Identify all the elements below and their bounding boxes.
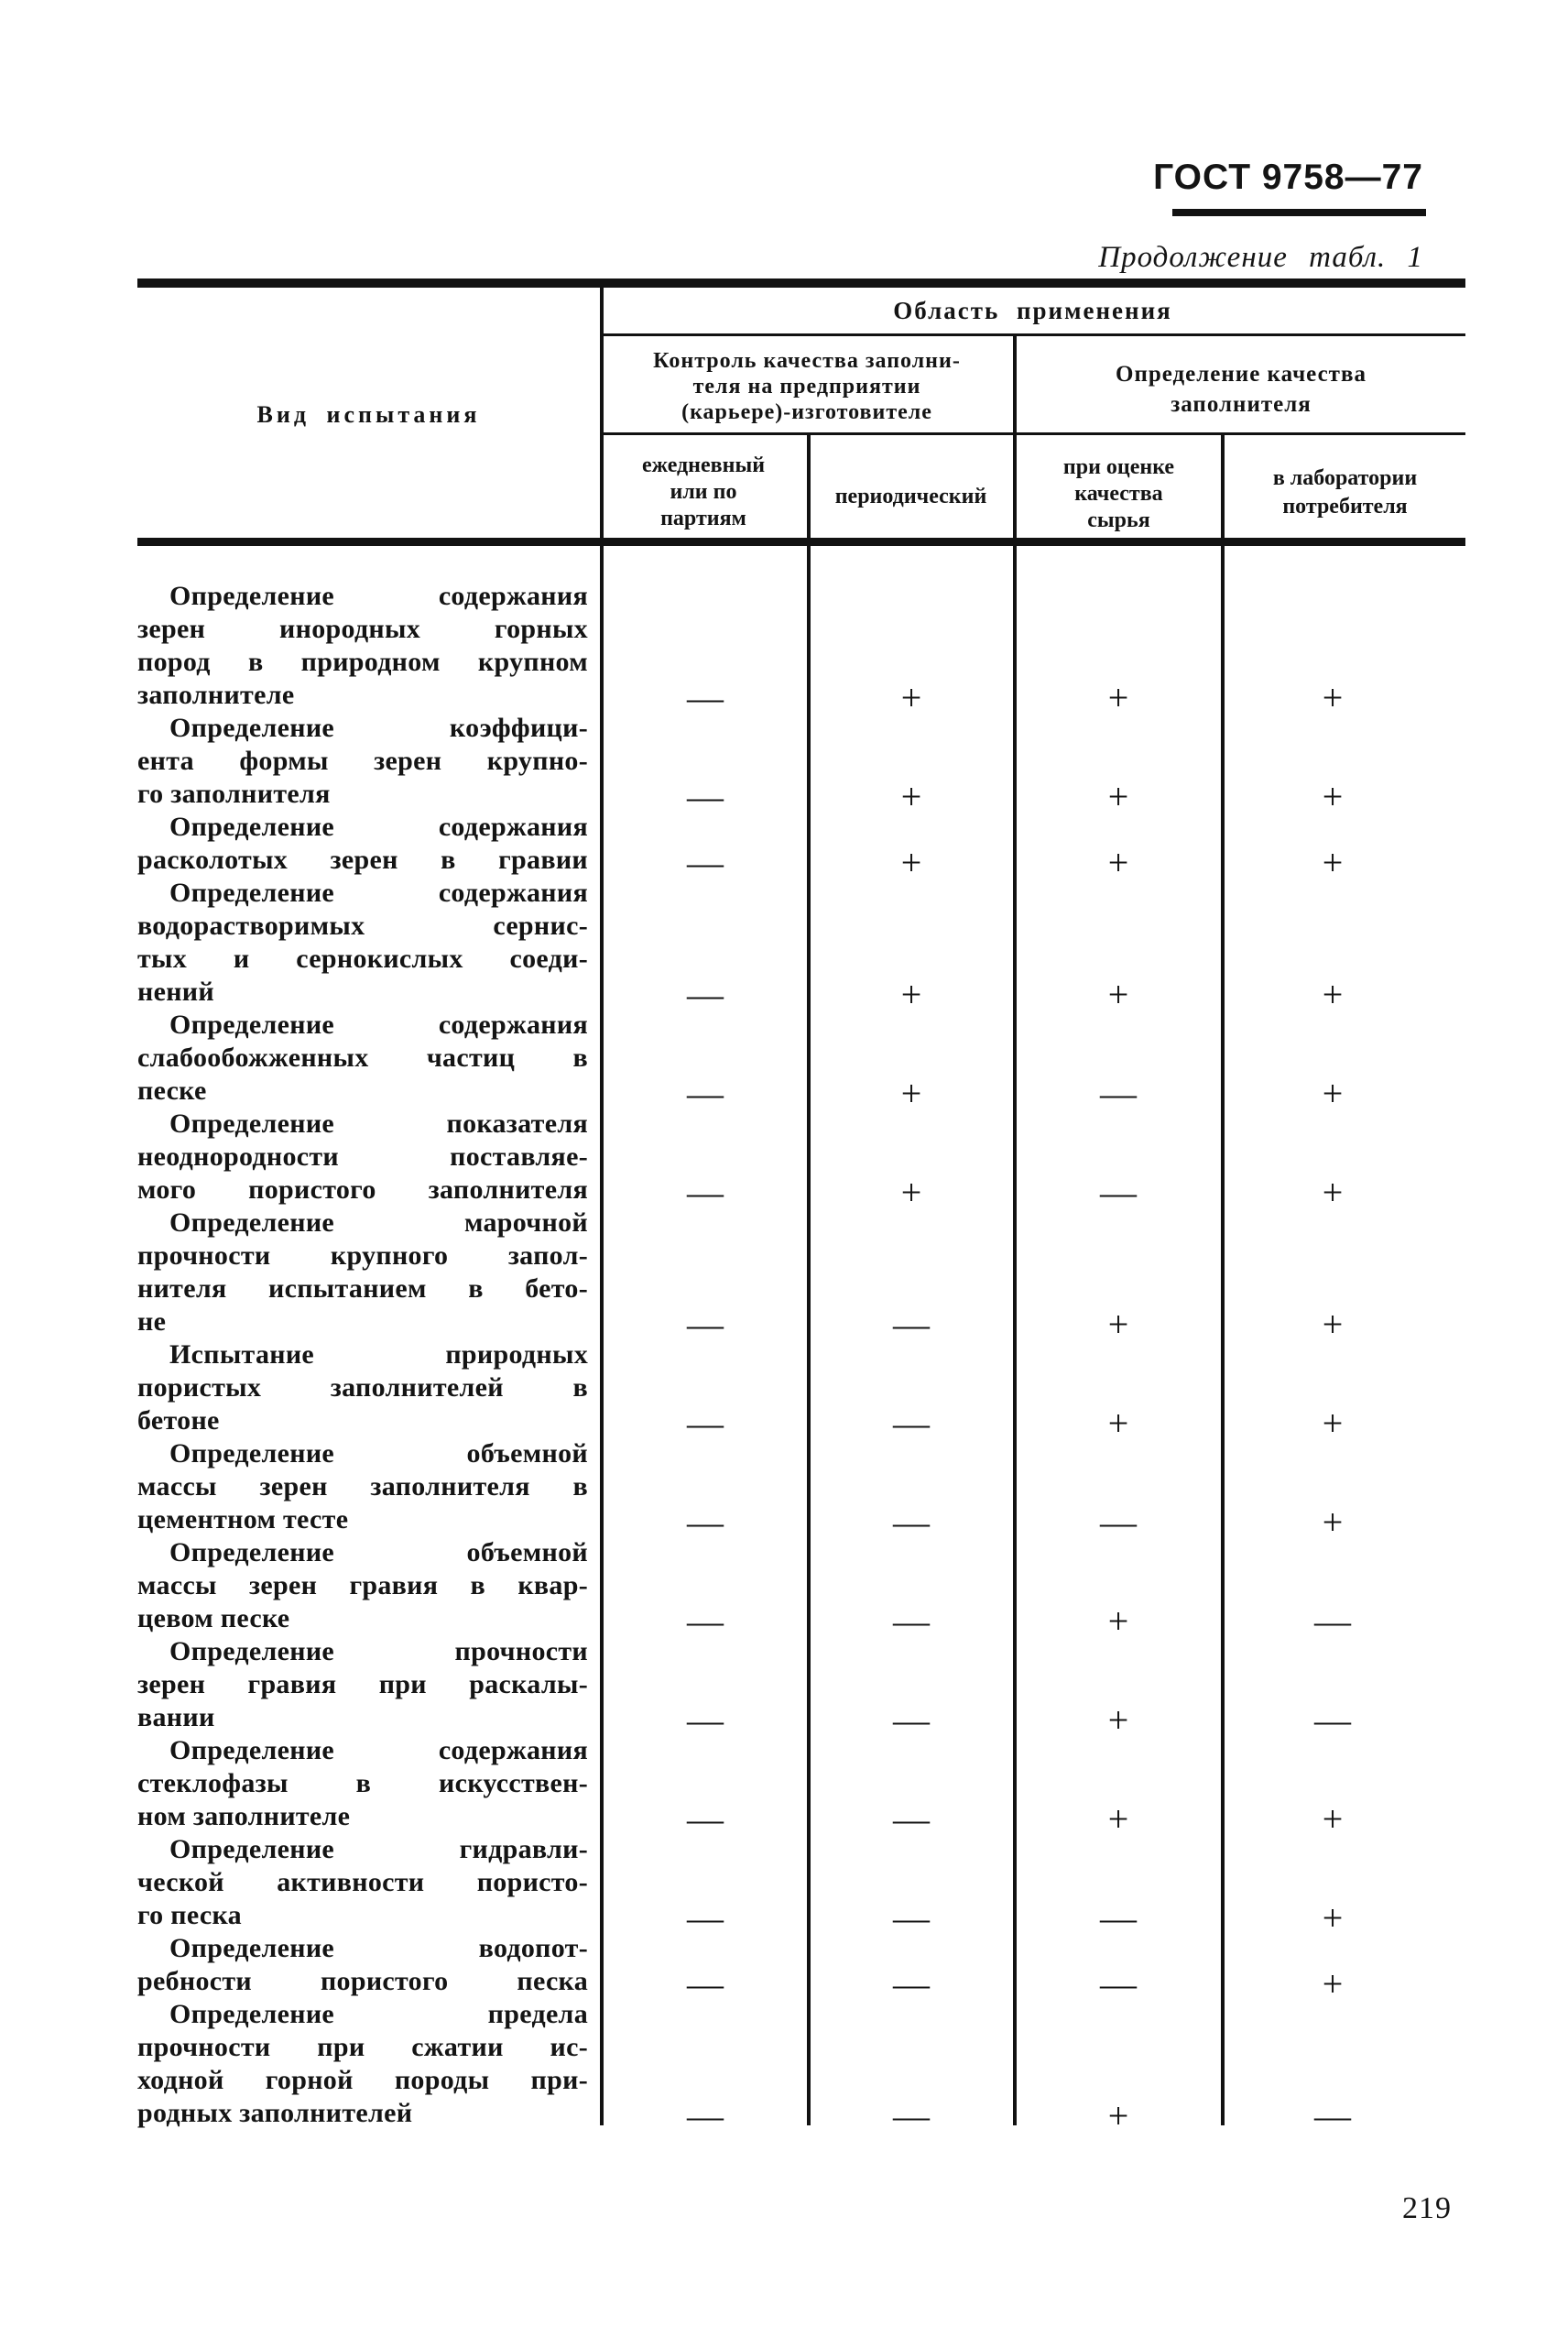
test-name-line: вании (137, 1702, 215, 1732)
test-name (137, 580, 588, 712)
table-row (137, 1108, 1465, 1213)
mark-raw-quality: — (1100, 1897, 1137, 1938)
mark-raw-quality: + (1107, 1600, 1129, 1642)
mark-daily: — (687, 677, 724, 718)
mark-raw-quality: + (1107, 974, 1129, 1015)
test-name (137, 1437, 588, 1536)
test-name-line: Определение содержания (169, 878, 588, 908)
mark-periodic: + (900, 1073, 922, 1114)
test-name (137, 1207, 588, 1338)
test-name-line: Определение гидравли- (169, 1834, 588, 1864)
test-name-line: Определение содержания (169, 1010, 588, 1040)
mark-daily: — (687, 1502, 724, 1543)
table-row (137, 1932, 1465, 2004)
mark-consumer-lab: + (1322, 677, 1344, 718)
test-name-line: расколотых зерен в гравии (137, 845, 588, 875)
test-name (137, 1998, 588, 2130)
col-header-daily: ежедневный или по партиям (641, 453, 766, 530)
test-name (137, 1108, 588, 1207)
test-name (137, 1833, 588, 1932)
table-row (137, 877, 1465, 1015)
test-name-line: не (137, 1306, 167, 1337)
test-name-line: ребности пористого песка (137, 1966, 588, 1996)
doc-number-rule (1172, 209, 1426, 216)
test-name-line: зерен инородных горных (137, 614, 588, 644)
table-top-rule (137, 278, 1465, 288)
test-name-line: Определение содержания (169, 1735, 588, 1765)
table-row (137, 1536, 1465, 1642)
mark-periodic: — (893, 1502, 930, 1543)
mark-raw-quality: + (1107, 842, 1129, 883)
mark-periodic: + (900, 776, 922, 817)
test-name-line: го заполнителя (137, 779, 331, 809)
mark-daily: — (687, 1172, 724, 1213)
doc-number: ГОСТ 9758—77 (1153, 158, 1423, 197)
mark-daily: — (687, 1897, 724, 1938)
mark-daily: — (687, 842, 724, 883)
test-name-line: заполнителе (137, 680, 295, 710)
col-header-consumer-lab: в лаборатории потребителя (1272, 466, 1418, 519)
mark-consumer-lab: — (1314, 1600, 1351, 1642)
mark-daily: — (687, 974, 724, 1015)
test-name-line: Определение коэффици- (169, 713, 588, 743)
standards-table (137, 278, 1465, 2138)
mark-daily: — (687, 1798, 724, 1840)
mark-raw-quality: + (1107, 1403, 1129, 1444)
mark-consumer-lab: + (1322, 1304, 1344, 1345)
test-name-line: Определение объемной (169, 1537, 588, 1567)
test-name-line: массы зерен заполнителя в (137, 1471, 588, 1502)
mark-periodic: + (900, 677, 922, 718)
mark-daily: — (687, 1600, 724, 1642)
test-name-line: ном заполнителе (137, 1801, 351, 1831)
mark-consumer-lab: — (1314, 1699, 1351, 1741)
mark-periodic: — (893, 1798, 930, 1840)
table-row (137, 712, 1465, 817)
test-name-line: бетоне (137, 1405, 220, 1436)
test-name-line: прочности при сжатии ис- (137, 2032, 588, 2062)
mark-consumer-lab: — (1314, 2095, 1351, 2136)
mark-daily: — (687, 1403, 724, 1444)
mark-daily: — (687, 1699, 724, 1741)
mark-periodic: — (893, 1897, 930, 1938)
mark-periodic: — (893, 1403, 930, 1444)
test-name-line: массы зерен гравия в квар- (137, 1570, 588, 1600)
test-name-line: ческой активности пористо- (137, 1867, 588, 1897)
mark-raw-quality: — (1100, 1172, 1137, 1213)
test-name-line: нителя испытанием в бето- (137, 1273, 588, 1304)
test-type-header: Вид испытания (256, 401, 481, 428)
test-name-line: водорастворимых сернис- (137, 911, 588, 941)
mark-raw-quality: — (1100, 1502, 1137, 1543)
group-header-quality-determination: Определение качества заполнителя (1116, 362, 1367, 417)
test-name-line: стеклофазы в искусствен- (137, 1768, 588, 1798)
test-name-line: пород в природном крупном (137, 647, 588, 677)
test-name-line: прочности крупного запол- (137, 1240, 588, 1271)
header-divider-under-groups (600, 432, 1465, 435)
mark-raw-quality: + (1107, 1304, 1129, 1345)
test-name-line: пористых заполнителей в (137, 1372, 588, 1403)
table-row (137, 1338, 1465, 1444)
mark-raw-quality: + (1107, 677, 1129, 718)
mark-daily: — (687, 1963, 724, 2004)
table-row (137, 811, 1465, 883)
test-name-line: Определение предела (169, 1999, 588, 2029)
test-name-line: ходной горной породы при- (137, 2065, 588, 2095)
test-name-line: Определение содержания (169, 812, 588, 842)
test-name-line: цевом песке (137, 1603, 290, 1633)
test-name-line: мого пористого заполнителя (137, 1174, 588, 1205)
test-name (137, 1932, 588, 1998)
mark-raw-quality: + (1107, 1699, 1129, 1741)
mark-consumer-lab: + (1322, 1963, 1344, 2004)
test-name-line: го песка (137, 1900, 242, 1930)
table-row (137, 1833, 1465, 1938)
test-name (137, 1338, 588, 1437)
mark-consumer-lab: + (1322, 1502, 1344, 1543)
mark-daily: — (687, 776, 724, 817)
test-name-line: Определение прочности (169, 1636, 588, 1666)
test-name-line: нений (137, 977, 214, 1007)
mark-periodic: + (900, 1172, 922, 1213)
mark-periodic: — (893, 1304, 930, 1345)
mark-consumer-lab: + (1322, 776, 1344, 817)
table-caption: Продолжение табл. 1 (1098, 241, 1423, 274)
test-name-line: Определение водопот- (169, 1933, 588, 1963)
test-name-line: зерен гравия при раскалы- (137, 1669, 588, 1699)
test-name (137, 712, 588, 811)
mark-periodic: — (893, 2095, 930, 2136)
page-number: 219 (1402, 2191, 1452, 2225)
mark-consumer-lab: + (1322, 1172, 1344, 1213)
table-row (137, 580, 1465, 718)
table-row (137, 1998, 1465, 2136)
test-name-line: Испытание природных (169, 1339, 588, 1370)
mark-raw-quality: — (1100, 1073, 1137, 1114)
mark-raw-quality: — (1100, 1963, 1137, 2004)
table-row (137, 1734, 1465, 1840)
test-name-line: родных заполнителей (137, 2098, 413, 2128)
mark-consumer-lab: + (1322, 1403, 1344, 1444)
test-name-line: цементном тесте (137, 1504, 349, 1534)
mark-daily: — (687, 2095, 724, 2136)
mark-consumer-lab: + (1322, 974, 1344, 1015)
mark-periodic: — (893, 1963, 930, 2004)
application-area-header: Область применения (893, 297, 1172, 324)
table-row (137, 1207, 1465, 1345)
mark-periodic: + (900, 974, 922, 1015)
test-name (137, 877, 588, 1009)
header-bottom-rule (137, 538, 1465, 546)
test-name (137, 1635, 588, 1734)
test-name-line: неоднородности поставляе- (137, 1141, 588, 1172)
header-divider-under-application-area (600, 333, 1465, 336)
mark-periodic: + (900, 842, 922, 883)
test-name-line: Определение марочной (169, 1207, 588, 1238)
mark-periodic: — (893, 1699, 930, 1741)
mark-daily: — (687, 1304, 724, 1345)
mark-consumer-lab: + (1322, 1073, 1344, 1114)
mark-consumer-lab: + (1322, 1798, 1344, 1840)
mark-raw-quality: + (1107, 1798, 1129, 1840)
table-row (137, 1009, 1465, 1114)
table-row (137, 1635, 1465, 1741)
mark-raw-quality: + (1107, 776, 1129, 817)
table-row (137, 1437, 1465, 1543)
mark-consumer-lab: + (1322, 842, 1344, 883)
group-header-manufacturer-control: Контроль качества заполни- теля на предприятии (карьере)-изготовителе (653, 349, 961, 424)
table-body (137, 580, 1465, 2136)
test-name (137, 1536, 588, 1635)
test-name-line: ента формы зерен крупно- (137, 746, 588, 776)
test-name (137, 1734, 588, 1833)
mark-periodic: — (893, 1600, 930, 1642)
test-name-line: слабообожженных частиц в (137, 1043, 588, 1073)
mark-raw-quality: + (1107, 2095, 1129, 2136)
col-header-periodic: периодический (834, 485, 987, 508)
test-name-line: тых и сернокислых соеди- (137, 944, 588, 974)
test-name-line: Определение объемной (169, 1438, 588, 1469)
test-name-line: песке (137, 1076, 207, 1106)
test-name-line: Определение содержания (169, 581, 588, 611)
mark-daily: — (687, 1073, 724, 1114)
col-header-raw-quality: при оценке качества сырья (1062, 455, 1175, 532)
test-name (137, 811, 588, 877)
test-name (137, 1009, 588, 1108)
test-name-line: Определение показателя (169, 1108, 588, 1139)
mark-consumer-lab: + (1322, 1897, 1344, 1938)
